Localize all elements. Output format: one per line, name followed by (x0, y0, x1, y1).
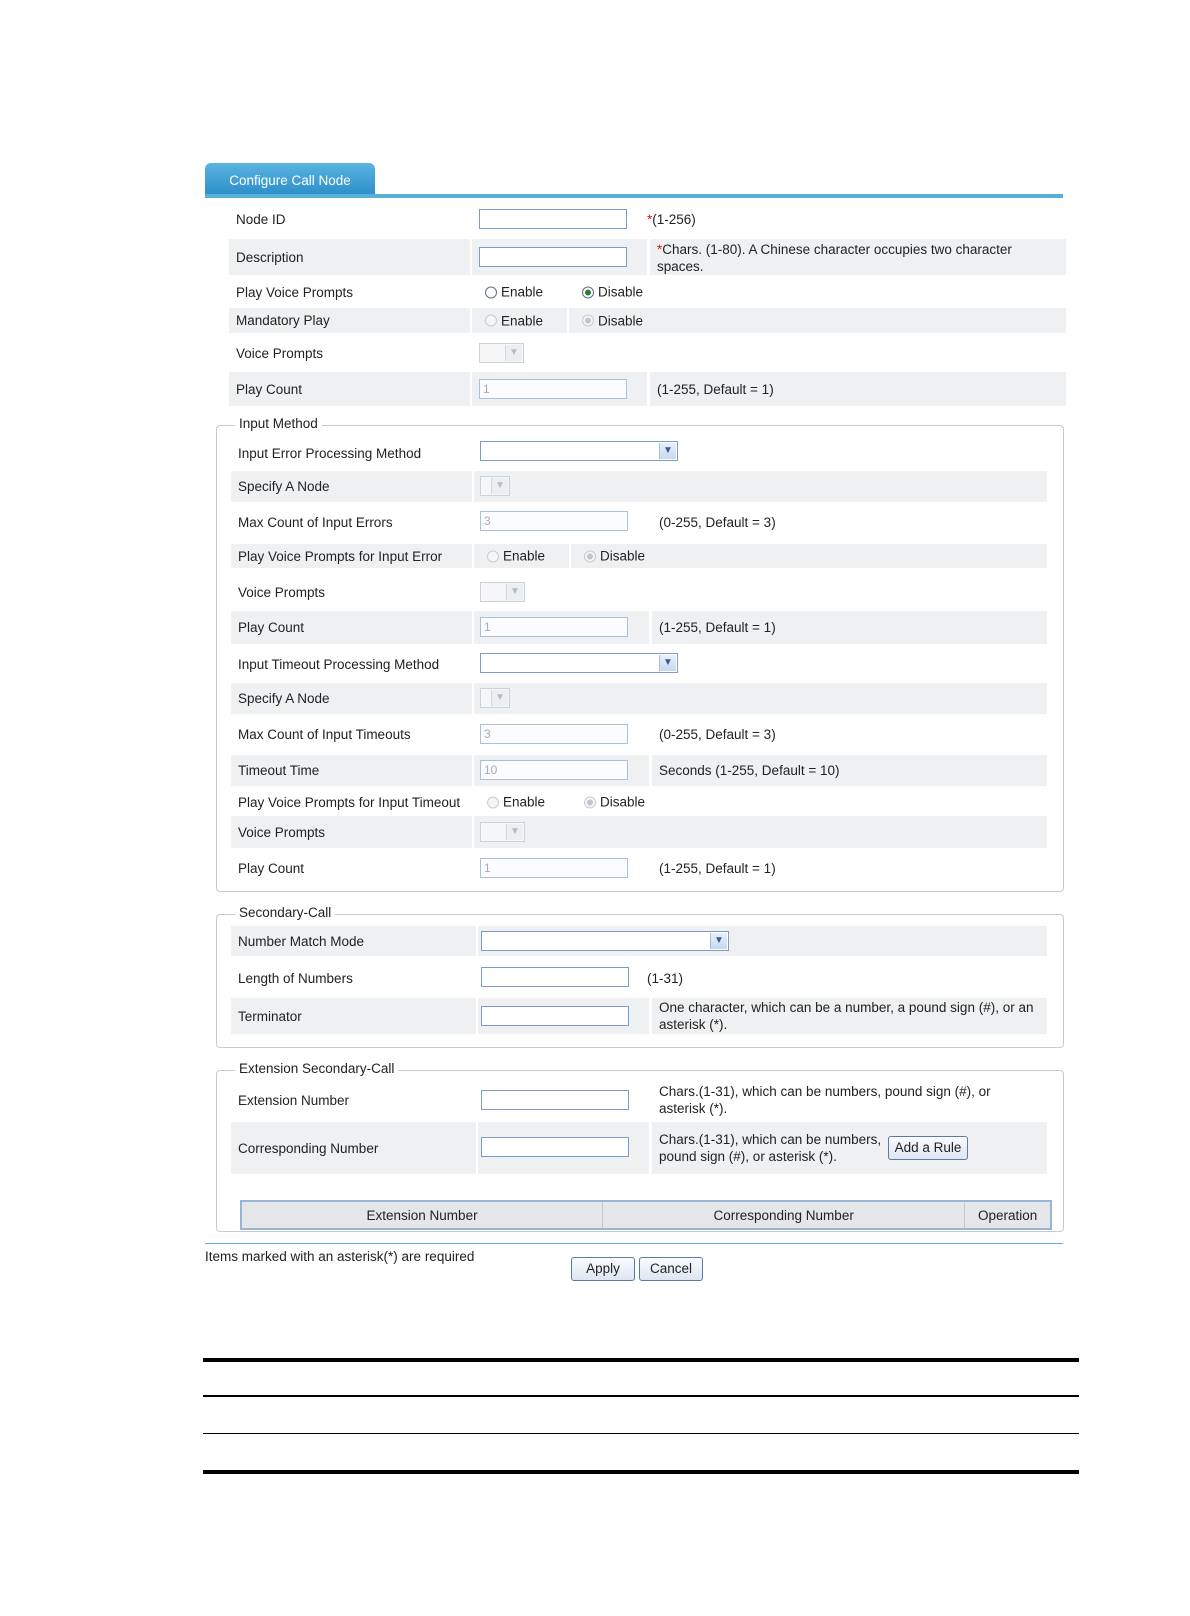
play-count-label: Play Count (238, 620, 305, 635)
row-voice-prompts-2 (231, 816, 1047, 848)
row-terminator (231, 998, 1047, 1034)
specify-node-label: Specify A Node (238, 691, 330, 706)
input-timeout-enable-radio[interactable]: Enable (487, 795, 545, 810)
row-specify-node-1 (231, 471, 1047, 502)
extension-secondary-call-legend: Extension Secondary-Call (235, 1061, 398, 1076)
play-count-label: Play Count (236, 381, 303, 397)
add-rule-button[interactable]: Add a Rule (888, 1136, 968, 1160)
node-id-label: Node ID (236, 211, 286, 227)
corresponding-number-hint: Chars.(1-31), which can be numbers, pound sign (#), or asterisk (*). (659, 1132, 882, 1164)
extension-number-label: Extension Number (238, 1092, 350, 1108)
max-input-timeouts-label: Max Count of Input Timeouts (238, 726, 411, 742)
row-voice-prompts (229, 336, 1066, 370)
required-star: * (647, 211, 653, 227)
row-extension-number (231, 1080, 1047, 1120)
apply-button[interactable]: Apply (571, 1257, 635, 1281)
row-play-count-1 (231, 611, 1047, 644)
voice-prompts-label: Voice Prompts (236, 345, 324, 361)
specify-node-label: Specify A Node (238, 479, 330, 494)
row-node-id (229, 201, 1066, 237)
row-mandatory-play (229, 308, 1066, 333)
chevron-down-icon: ▼ (491, 478, 508, 494)
column-header-extension-number: Extension Number (242, 1202, 603, 1228)
input-error-enable-radio[interactable]: Enable (487, 549, 545, 564)
voice-prompts-label: Voice Prompts (238, 824, 326, 840)
max-input-errors-hint: (0-255, Default = 3) (659, 514, 776, 530)
chevron-down-icon: ▼ (710, 933, 727, 949)
row-play-count (229, 372, 1066, 406)
terminator-label: Terminator (238, 1008, 302, 1024)
row-voice-prompts-1 (231, 576, 1047, 608)
voice-prompts-select[interactable] (480, 582, 525, 602)
chevron-down-icon: ▼ (505, 345, 522, 361)
length-of-numbers-hint: (1-31) (647, 970, 684, 986)
timeout-time-input[interactable]: 10 (480, 760, 628, 780)
description-label: Description (236, 249, 304, 265)
play-count-input[interactable]: 1 (480, 858, 628, 878)
mandatory-play-enable-radio[interactable]: Enable (485, 313, 543, 328)
row-specify-node-2 (231, 683, 1047, 714)
tab-underline (205, 194, 1063, 198)
description-input[interactable] (479, 247, 627, 267)
play-count-input[interactable]: 1 (480, 617, 628, 637)
row-max-input-errors (231, 506, 1047, 538)
number-match-mode-select[interactable] (481, 931, 729, 951)
max-input-timeouts-hint: (0-255, Default = 3) (659, 726, 776, 742)
max-input-errors-input[interactable]: 3 (480, 511, 628, 531)
footer-divider (205, 1243, 1063, 1244)
row-play-prompts-input-timeout (231, 788, 1047, 816)
mandatory-play-label: Mandatory Play (236, 313, 330, 328)
chevron-down-icon: ▼ (506, 824, 523, 840)
play-count-hint: (1-255, Default = 1) (657, 381, 774, 397)
play-count-hint: (1-255, Default = 1) (659, 860, 776, 876)
length-of-numbers-label: Length of Numbers (238, 970, 353, 986)
chevron-down-icon: ▼ (659, 655, 676, 671)
play-voice-prompts-label: Play Voice Prompts (236, 284, 354, 300)
extension-number-hint: Chars.(1-31), which can be numbers, pound sign (#), or asterisk (*). (659, 1084, 991, 1116)
play-count-input[interactable]: 1 (479, 379, 627, 399)
play-count-label: Play Count (238, 860, 305, 876)
row-timeout-time (231, 755, 1047, 786)
table-header-rule (203, 1395, 1079, 1397)
description-hint: Chars. (1-80). A Chinese character occupies two character spaces. (657, 242, 1012, 274)
row-play-count-2 (231, 852, 1047, 884)
max-input-errors-label: Max Count of Input Errors (238, 514, 393, 530)
terminator-hint: One character, which can be a number, a pound sign (#), or an asterisk (*). (659, 1000, 1034, 1032)
row-max-input-timeouts (231, 718, 1047, 750)
table-row-rule (203, 1433, 1079, 1434)
required-note: Items marked with an asterisk(*) are required (205, 1249, 475, 1264)
chevron-down-icon: ▼ (491, 690, 508, 706)
table-top-rule (203, 1358, 1079, 1362)
input-error-method-label: Input Error Processing Method (238, 445, 422, 461)
voice-prompts-select[interactable] (479, 343, 524, 363)
row-input-error-method (231, 436, 1047, 470)
number-match-mode-label: Number Match Mode (238, 933, 365, 949)
play-prompts-input-error-label: Play Voice Prompts for Input Error (238, 548, 443, 564)
rules-table-header (240, 1200, 1052, 1230)
input-timeout-disable-radio[interactable]: Disable (584, 795, 645, 810)
column-header-operation: Operation (977, 1207, 1038, 1223)
required-star: * (657, 242, 663, 257)
input-timeout-method-label: Input Timeout Processing Method (238, 656, 440, 672)
table-bottom-rule (203, 1470, 1079, 1474)
chevron-down-icon: ▼ (506, 584, 523, 600)
timeout-time-label: Timeout Time (238, 763, 320, 778)
extension-number-input[interactable] (481, 1090, 629, 1110)
node-id-input[interactable] (479, 209, 627, 229)
secondary-call-legend: Secondary-Call (235, 905, 335, 920)
play-voice-prompts-disable-radio[interactable]: Disable (582, 285, 643, 300)
row-play-voice-prompts (229, 278, 1066, 306)
play-prompts-input-timeout-label: Play Voice Prompts for Input Timeout (238, 794, 461, 810)
cancel-button[interactable]: Cancel (639, 1257, 703, 1281)
input-timeout-method-select[interactable] (480, 653, 678, 673)
input-error-disable-radio[interactable]: Disable (584, 549, 645, 564)
tab-configure-call-node[interactable]: Configure Call Node (205, 163, 375, 197)
node-id-hint: (1-256) (652, 211, 696, 227)
row-number-match-mode (231, 926, 1047, 956)
row-length-of-numbers (231, 960, 1047, 996)
max-input-timeouts-input[interactable]: 3 (480, 724, 628, 744)
corresponding-number-input[interactable] (481, 1137, 629, 1157)
row-play-prompts-input-error (231, 544, 1047, 568)
mandatory-play-disable-radio[interactable]: Disable (582, 313, 643, 328)
chevron-down-icon: ▼ (659, 443, 676, 459)
specify-node-select[interactable] (480, 688, 510, 708)
corresponding-number-label: Corresponding Number (238, 1140, 379, 1156)
voice-prompts-select[interactable] (480, 822, 525, 842)
terminator-input[interactable] (481, 1006, 629, 1026)
play-count-hint: (1-255, Default = 1) (659, 620, 776, 635)
input-error-method-select[interactable] (480, 441, 678, 461)
row-description (229, 239, 1066, 275)
row-corresponding-number (231, 1122, 1047, 1174)
play-voice-prompts-enable-radio[interactable]: Enable (485, 285, 543, 300)
column-header-corresponding-number: Corresponding Number (603, 1202, 965, 1228)
input-method-legend: Input Method (235, 416, 322, 431)
row-input-timeout-method (231, 648, 1047, 680)
specify-node-select[interactable] (480, 476, 510, 496)
length-of-numbers-input[interactable] (481, 967, 629, 987)
timeout-time-hint: Seconds (1-255, Default = 10) (659, 763, 840, 778)
voice-prompts-label: Voice Prompts (238, 584, 326, 600)
